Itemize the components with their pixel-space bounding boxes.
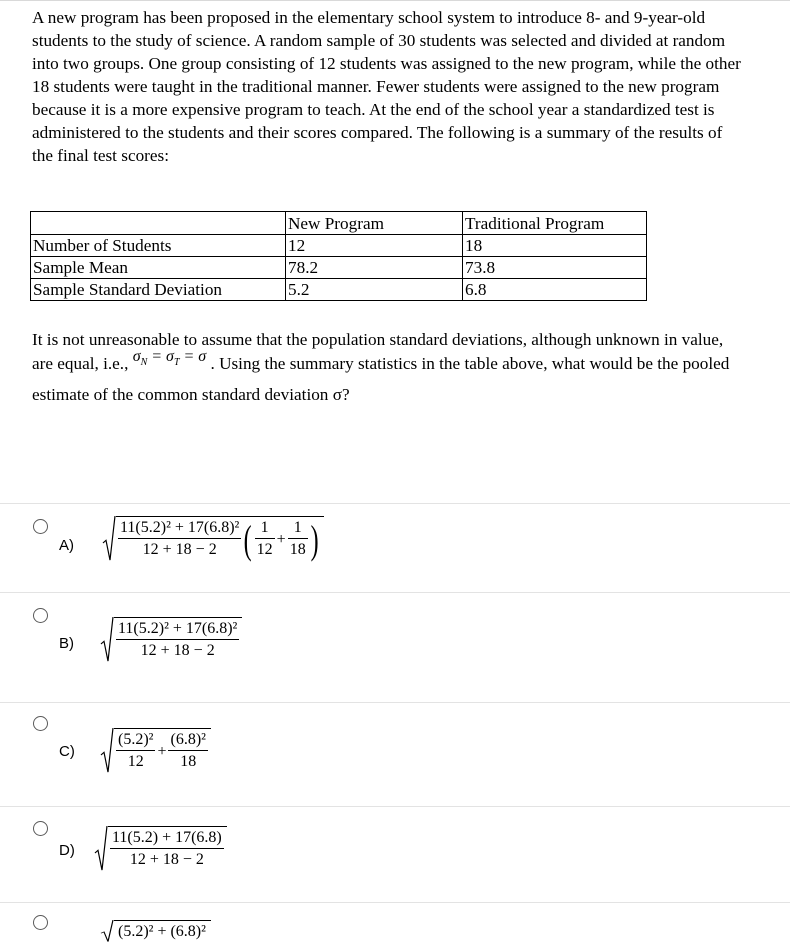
option-c-label: C) (59, 743, 75, 760)
table-cell: Sample Mean (31, 257, 286, 279)
fraction: $\frac{\text{(5.2)²}}{12}$ (118, 731, 154, 770)
top-border (0, 0, 790, 1)
radical-icon (100, 728, 114, 773)
table-row (31, 257, 647, 279)
radical-icon (94, 826, 108, 871)
table-cell: Sample Standard Deviation (31, 279, 286, 301)
radical-icon (102, 516, 116, 561)
option-b-formula[interactable] (100, 617, 242, 667)
option-c-formula[interactable] (100, 728, 211, 778)
radical-icon (100, 617, 114, 662)
option-a-radio[interactable] (33, 519, 48, 534)
summary-table (30, 211, 647, 301)
table-cell: 6.8 (463, 279, 647, 301)
table-cell: 12 (286, 235, 463, 257)
fraction: (5.2)² + (6.8)² (118, 923, 206, 940)
table-header-cell: New Program (286, 212, 463, 235)
divider (0, 806, 790, 807)
divider (0, 702, 790, 703)
sqrt-symbol: $\frac{\text{11(5.2)² + 17(6.8)²}}{12 + 18 - 2}$ ( $\frac{1}{12}$ + $\frac{1}{18}$ ) (102, 516, 324, 561)
option-d-label: D) (59, 842, 75, 859)
table-cell: 73.8 (463, 257, 647, 279)
option-a-formula[interactable] (102, 516, 324, 566)
fraction: $\frac{\text{(6.8)²}}{18}$ (170, 731, 206, 770)
sqrt-symbol: $\frac{\text{(5.2)²}}{12}$ + $\frac{\text{(6.8)²}}{18}$ (100, 728, 211, 773)
question-stem (32, 6, 742, 167)
table-header-cell (31, 212, 286, 235)
question-paragraph: A new program has been proposed in the elementary school system to introduce 8- and 9-year-old students to the study of science. A random sample of 30 students was selected and divided at random into two groups. One group consisting of 12 students was assigned to the new program, while the other 18 students were taught in the traditional manner. Fewer students were assigned to the new program because it is a more expensive program to teach. At the end of the school year a standardized test is administered to the students and their scores compared. The following is a summary of the results of the final test scores: (32, 8, 741, 165)
fraction: $\frac{\text{11(5.2)² + 17(6.8)²}}{12 + 18 - 2}$ (118, 620, 238, 659)
table-row (31, 279, 647, 301)
divider (0, 902, 790, 903)
option-b-radio[interactable] (33, 608, 48, 623)
option-a-label: A) (59, 537, 74, 554)
option-b-label: B) (59, 635, 74, 652)
table-row (31, 235, 647, 257)
divider (0, 592, 790, 593)
option-e-formula[interactable] (100, 920, 211, 947)
table-header-row (31, 212, 647, 235)
sigma-equality: $\sigma_N = \sigma_T = \sigma$ (132, 348, 207, 369)
fraction: $\frac{1}{18}$ (289, 519, 306, 558)
option-c-radio[interactable] (33, 716, 48, 731)
table-cell: 78.2 (286, 257, 463, 279)
radical-icon (100, 920, 114, 942)
divider (0, 503, 790, 504)
fraction: $\frac{\text{11(5.2)² + 17(6.8)²}}{12 + 18 - 2}$ (120, 519, 240, 558)
option-e-radio[interactable] (33, 915, 48, 930)
sqrt-symbol (100, 617, 242, 662)
fraction: $\frac{11(5.2) + 17(6.8)}{12 + 18 - 2}$ (112, 829, 222, 868)
sqrt-symbol (94, 826, 227, 871)
table-cell: 18 (463, 235, 647, 257)
question-followup (32, 328, 742, 407)
table-cell: 5.2 (286, 279, 463, 301)
followup-text-1: It is not unreasonable to assume that the population standard deviations, although unknown in value, are equal, i.e., (32, 330, 724, 373)
option-d-formula[interactable] (94, 826, 227, 876)
table-header-cell: Traditional Program (463, 212, 647, 235)
sqrt-symbol (100, 920, 211, 942)
fraction: $\frac{1}{12}$ (256, 519, 273, 558)
option-d-radio[interactable] (33, 821, 48, 836)
followup-text-2: . Using the summary statistics in the table above, what would be the pooled estimate of the common standard deviation σ? (32, 354, 730, 405)
table-cell: Number of Students (31, 235, 286, 257)
